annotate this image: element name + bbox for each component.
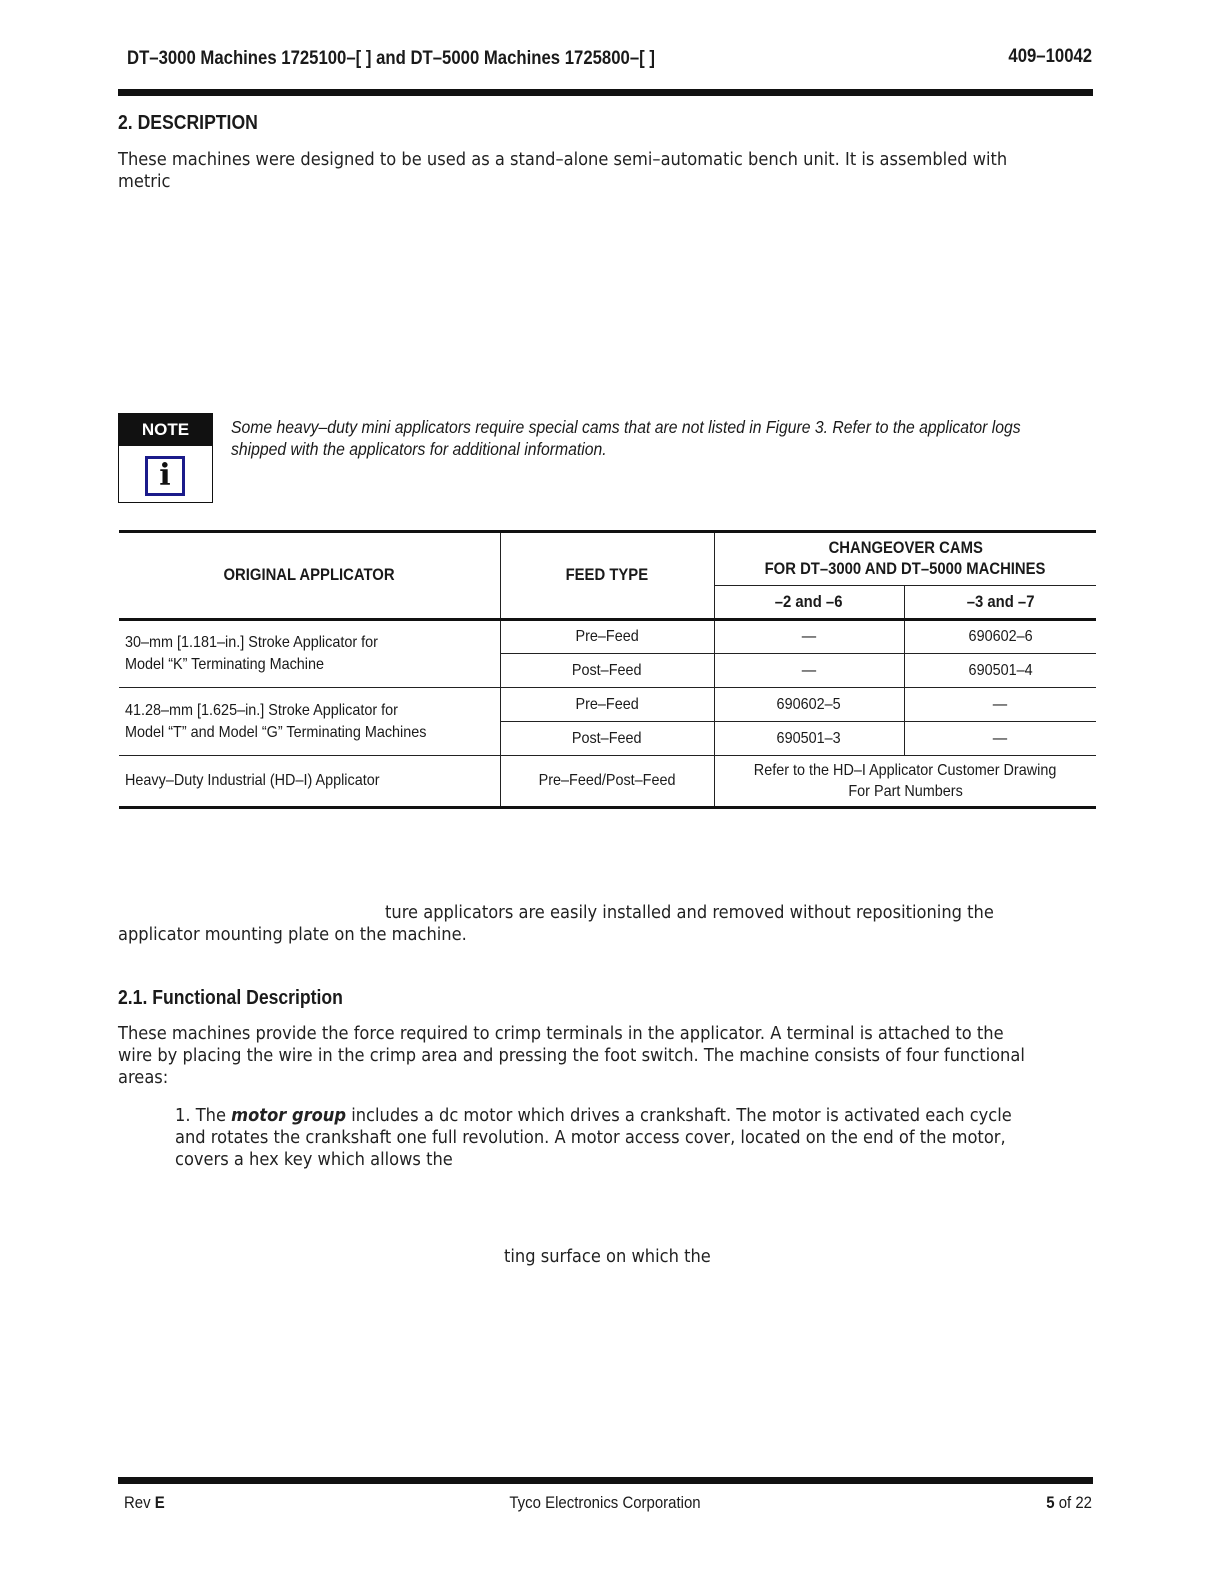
feed-cell: Post–Feed	[500, 722, 714, 756]
feed-cell: Pre–Feed	[500, 620, 714, 654]
cam-b-cell: 690501–4	[904, 654, 1096, 688]
cams-reference-cell: Refer to the HD–I Applicator Customer Drawing For Part Numbers	[714, 756, 1096, 808]
applicator-cell: 30–mm [1.181–in.] Stroke Applicator for Model “K” Terminating Machine	[119, 620, 500, 688]
header-original-applicator: ORIGINAL APPLICATOR	[119, 532, 500, 620]
functional-paragraph	[118, 1023, 1025, 1089]
motor-group-term: motor group	[231, 1106, 347, 1126]
description-line-2: metric	[118, 172, 171, 192]
table-row	[119, 756, 1096, 808]
cam-a-cell: —	[714, 654, 904, 688]
fragment-text-2: ting surface on which the	[504, 1247, 711, 1267]
header-title: DT–3000 Machines 1725100–[ ] and DT–5000 Machines 1725800–[ ]	[127, 48, 655, 69]
section-heading-functional: 2.1. Functional Description	[118, 987, 343, 1009]
table-row	[119, 620, 1096, 654]
cam-b-cell: —	[904, 722, 1096, 756]
cam-a-cell: —	[714, 620, 904, 654]
description-paragraph	[118, 149, 1007, 193]
note-line-2: shipped with the applicators for additional information.	[231, 439, 607, 459]
footer-rev: Rev E	[124, 1493, 165, 1512]
header-rule	[118, 89, 1093, 96]
cam-b-cell: —	[904, 688, 1096, 722]
fragment-line-2: applicator mounting plate on the machine.	[118, 925, 467, 945]
changeover-cams-table	[119, 530, 1096, 809]
cam-a-cell: 690602–5	[714, 688, 904, 722]
footer-company: Tyco Electronics Corporation	[509, 1493, 701, 1512]
header-sub-a: –2 and –6	[714, 586, 904, 620]
cam-b-cell: 690602–6	[904, 620, 1096, 654]
section-heading-description: 2. DESCRIPTION	[118, 112, 258, 134]
feed-cell: Post–Feed	[500, 654, 714, 688]
list-item: 1. The motor group includes a dc motor which drives a crankshaft. The motor is activated each cycle and rotates the crankshaft one full revolution. A motor access cover, located on the end of the motor, covers a hex key which allows the	[175, 1106, 1012, 1170]
doc-number: 409–10042	[1008, 46, 1092, 67]
applicator-cell: Heavy–Duty Industrial (HD–I) Applicator	[119, 756, 500, 808]
footer-page-number: 5 of 22	[1046, 1493, 1092, 1512]
item1-line-3: covers a hex key which allows the	[175, 1150, 453, 1170]
note-line-1: Some heavy–duty mini applicators require special cams that are not listed in Figure 3. Refer to the applicator logs	[231, 417, 1021, 437]
fragment-line-1: ture applicators are easily installed and removed without repositioning the	[385, 903, 994, 923]
note-box	[118, 413, 213, 503]
item1-line-2: and rotates the crankshaft one full revolution. A motor access cover, located on the end of the motor,	[175, 1128, 1006, 1148]
cam-a-cell: 690501–3	[714, 722, 904, 756]
info-icon: i	[145, 456, 185, 496]
functional-line-3: areas:	[118, 1068, 169, 1088]
header-feed-type: FEED TYPE	[500, 532, 714, 620]
feed-cell: Pre–Feed	[500, 688, 714, 722]
feed-cell: Pre–Feed/Post–Feed	[500, 756, 714, 808]
footer-rule	[118, 1477, 1093, 1484]
functional-line-2: wire by placing the wire in the crimp area and pressing the foot switch. The machine consists of four functional	[118, 1046, 1025, 1066]
header-changeover-cams: CHANGEOVER CAMS FOR DT–3000 AND DT–5000 MACHINES	[714, 532, 1096, 586]
table-row	[119, 688, 1096, 722]
functional-line-1: These machines provide the force required to crimp terminals in the applicator. A terminal is attached to the	[118, 1024, 1004, 1044]
applicator-cell: 41.28–mm [1.625–in.] Stroke Applicator for Model “T” and Model “G” Terminating Machines	[119, 688, 500, 756]
description-line-1: These machines were designed to be used as a stand–alone semi–automatic bench unit. It is assembled with	[118, 150, 1008, 170]
header-sub-b: –3 and –7	[904, 586, 1096, 620]
note-text	[231, 416, 1021, 460]
note-tag: NOTE	[119, 414, 212, 446]
